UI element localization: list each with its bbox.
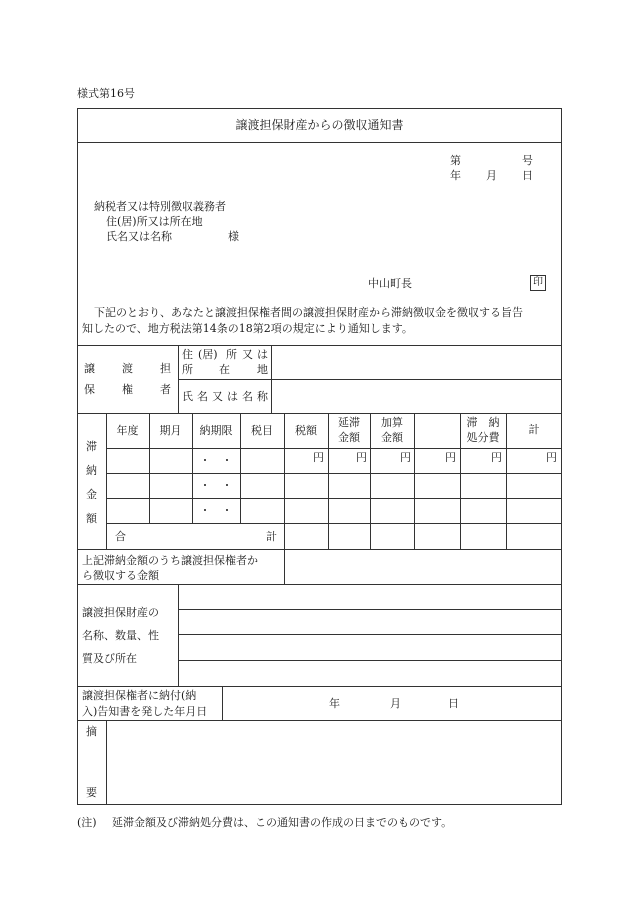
holder-address-label-b3: 地: [257, 363, 268, 376]
notice-bottom: [77, 720, 562, 721]
property-line-2: [178, 634, 562, 635]
property-label-line2: 名称、数量、性: [82, 629, 159, 642]
header-additional: 加算 金額: [381, 415, 403, 444]
arrears-header-bottom: [106, 448, 562, 449]
issuer-seal: 印: [530, 275, 546, 291]
yen-disposition: 円: [491, 451, 502, 464]
yen-additional: 円: [400, 451, 411, 464]
holder-address-label-t1: 住: [182, 348, 193, 361]
recipient-honorific: 様: [228, 230, 239, 243]
doc-number-prefix: 第: [450, 154, 461, 167]
date-month: 月: [486, 169, 497, 182]
holder-name-label-5: 名: [242, 390, 253, 403]
property-label-line3: 質及び所在: [82, 652, 137, 665]
due-date-dots-2: ・ ・: [199, 478, 233, 492]
header-due-date: 納期限: [199, 423, 233, 437]
collect-bottom: [77, 584, 562, 585]
footnote-mark: (注): [77, 816, 97, 829]
collect-divider: [284, 549, 285, 584]
property-line-1: [178, 609, 562, 610]
frame-bottom: [77, 804, 562, 805]
holder-label-2b: 権: [122, 383, 133, 396]
body-divider: [77, 345, 562, 346]
property-divider: [178, 584, 179, 686]
header-disposition: 滞 納 処分費: [466, 415, 500, 444]
holder-name-label-1: 氏: [182, 390, 193, 403]
header-year: 年度: [116, 423, 139, 437]
arrears-side-4: 額: [86, 512, 97, 525]
holder-label-2c: 者: [160, 383, 171, 396]
header-tax-item: 税目: [251, 423, 273, 437]
notice-divider: [222, 686, 223, 720]
total-row-left: 合: [115, 530, 126, 543]
notice-day: 日: [448, 697, 459, 710]
property-label-line1: 譲渡担保財産の: [82, 606, 159, 619]
holder-label-2a: 保: [84, 383, 95, 396]
title-divider: [77, 142, 562, 143]
holder-name-label-6: 称: [257, 390, 268, 403]
header-total: 計: [528, 423, 540, 437]
recipient-name-label: 氏名又は名称: [106, 230, 172, 243]
holder-label-1c: 担: [160, 362, 171, 375]
holder-name-label-2: 名: [197, 390, 208, 403]
holder-address-label-b1: 所: [182, 363, 193, 376]
body-text-line1: 下記のとおり、あなたと譲渡担保権者間の譲渡担保財産から滞納徴収金を徴収する旨告: [94, 306, 523, 319]
form-number: 様式第16号: [77, 87, 135, 100]
collect-label-line1: 上記滞納金額のうち譲渡担保権者か: [82, 554, 258, 567]
header-late-fee: 延滞 金額: [338, 415, 360, 444]
frame-left: [77, 108, 78, 805]
frame-right: [561, 108, 562, 805]
remarks-divider: [106, 720, 107, 804]
arrears-side-2: 納: [86, 464, 97, 477]
arrears-row2-bottom: [106, 498, 562, 499]
remarks-label-top: 摘: [86, 725, 97, 738]
notice-label-line2: 入)告知書を発した年月日: [82, 705, 208, 718]
holder-address-label-t4: 又: [242, 348, 253, 361]
header-tax-amount: 税額: [295, 423, 317, 437]
date-day: 日: [522, 169, 533, 182]
header-blank: [414, 413, 460, 448]
yen-tax-amount: 円: [313, 451, 324, 464]
holder-address-label-b2: 在: [219, 363, 230, 376]
holder-address-label-t2: (居): [198, 348, 218, 361]
arrears-total-bottom: [77, 549, 562, 550]
holder-address-label-t3: 所: [226, 348, 237, 361]
arrears-side-3: 金: [86, 488, 97, 501]
collect-label-line2: ら徴収する金額: [82, 569, 159, 582]
property-line-3: [178, 660, 562, 661]
form-title: 譲渡担保財産からの徴収通知書: [235, 117, 404, 132]
issuer-name: 中山町長: [368, 277, 412, 290]
yen-total: 円: [546, 451, 557, 464]
notice-month: 月: [390, 697, 401, 710]
body-text-line2: 知したので、地方税法第14条の18第2項の規定により通知します。: [82, 322, 413, 335]
yen-blank: 円: [445, 451, 456, 464]
holder-address-label-t5: は: [257, 348, 268, 361]
header-period: 期月: [159, 423, 182, 437]
notice-label-line1: 譲渡担保権者に納付(納: [82, 689, 197, 702]
holder-name-label-4: は: [227, 390, 238, 403]
doc-number-suffix: 号: [522, 154, 533, 167]
arrears-row3-bottom: [106, 523, 562, 524]
date-year: 年: [450, 169, 461, 182]
holder-label-1a: 譲: [84, 362, 95, 375]
notice-year: 年: [329, 697, 340, 710]
footnote-text: 延滞金額及び滞納処分費は、この通知書の作成の日までのものです。: [112, 816, 453, 829]
recipient-address-label: 住(居)所又は所在地: [106, 215, 203, 228]
arrears-row1-bottom: [106, 473, 562, 474]
total-row-right: 計: [266, 530, 277, 543]
holder-mid-line: [178, 379, 562, 380]
property-bottom: [77, 686, 562, 687]
yen-late-fee: 円: [356, 451, 367, 464]
arrears-side-1: 滞: [86, 440, 97, 453]
recipient-heading: 納税者又は特別徴収義務者: [94, 200, 226, 213]
holder-label-1b: 渡: [122, 362, 133, 375]
due-date-dots-3: ・ ・: [199, 503, 233, 517]
remarks-label-bottom: 要: [86, 786, 97, 799]
due-date-dots-1: ・ ・: [199, 453, 233, 467]
holder-name-label-3: 又: [212, 390, 223, 403]
